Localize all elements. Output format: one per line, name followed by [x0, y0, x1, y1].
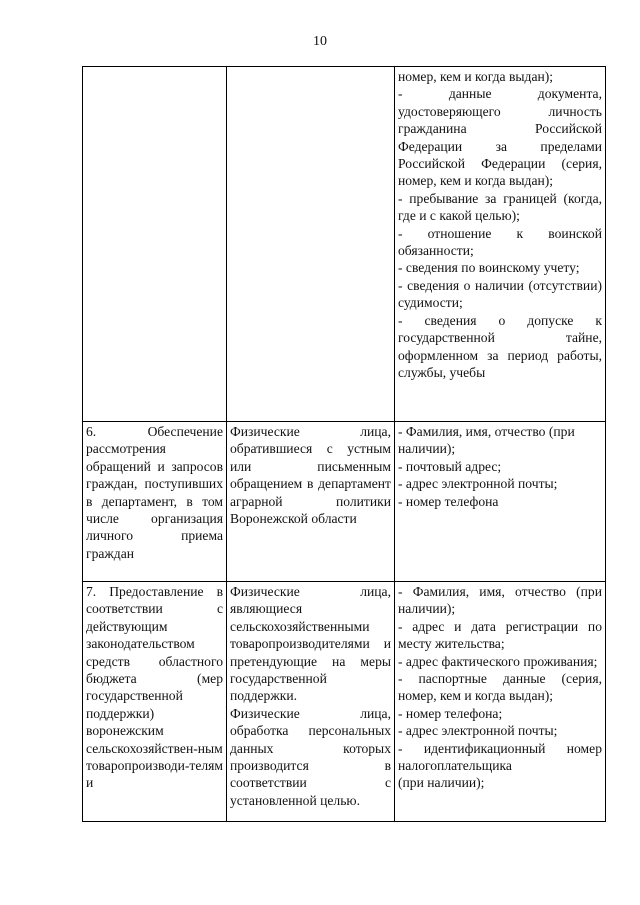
data-subjects-cell: [227, 582, 395, 822]
processing-purpose-cell: [83, 582, 227, 822]
text-line: - адрес и дата регистрации по месту жительства;: [398, 618, 602, 652]
text-line: - сведения по воинскому учету;: [398, 260, 580, 276]
text-line: Физические лица, обработка персональных данных которых производится в соответствии с установленной целью.: [230, 705, 391, 808]
table-row: [83, 67, 606, 422]
text-line: - номер телефона;: [398, 705, 503, 721]
text-line: - адрес электронной почты;: [398, 476, 558, 492]
text-line: номер, кем и когда выдан);: [398, 69, 554, 84]
processing-purpose-cell: [83, 67, 227, 422]
page-number: 10: [313, 34, 327, 49]
text-line: - Фамилия, имя, отчество (при наличии);: [398, 424, 575, 457]
processing-purpose-text: 6. Обеспечение рассмотрения обращений и запросов граждан, поступивших в департамент, в том числе организация личного приема граждан: [86, 424, 223, 561]
text-line: - сведения о допуске к государственной тайне, оформленном за период работы, службы, учебы: [398, 312, 602, 380]
personal-data-cell: [395, 67, 606, 422]
data-subjects-cell: [227, 422, 395, 582]
text-line: - паспортные данные (серия, номер, кем и когда выдан);: [398, 671, 602, 704]
personal-data-list: [398, 68, 602, 381]
personal-data-cell: [395, 422, 606, 582]
personal-data-table: [82, 66, 606, 822]
personal-data-cell: [395, 582, 606, 822]
text-line: - адрес фактического проживания;: [398, 653, 598, 669]
data-subjects-text: [230, 583, 391, 809]
text-line: - отношение к воинской обязанности;: [398, 225, 602, 259]
text-line: - пребывание за границей (когда, где и с какой целью);: [398, 190, 602, 224]
data-subjects-text: Физические лица, обратившиеся с устным или письменным обращением в департамент аграрной политики Воронежской области: [230, 424, 391, 527]
text-line: - почтовый адрес;: [398, 458, 502, 474]
text-line: - Фамилия, имя, отчество (при наличии);: [398, 584, 602, 617]
processing-purpose-text: 7. Предоставление в соответствии с действующим законодательством средств областного бюджета (мер государственной поддержки) воронежским сельскохозяйствен-ным товаропроизводи-телям и: [86, 584, 223, 791]
table-row: [83, 422, 606, 582]
text-line: - номер телефона: [398, 493, 499, 509]
personal-data-list: [398, 583, 602, 792]
data-subjects-cell: [227, 67, 395, 422]
text-line: - идентификационный номер налогоплательщика: [398, 740, 602, 774]
text-line: Физические лица, являющиеся сельскохозяйственными товаропроизводителями и претендующие на меры государственной поддержки.: [230, 584, 391, 704]
text-line: - адрес электронной почты;: [398, 723, 558, 739]
processing-purpose-cell: [83, 422, 227, 582]
table-row: [83, 582, 606, 822]
text-line: (при наличии);: [398, 775, 485, 791]
text-line: - данные документа, удостоверяющего личность гражданина Российской Федерации за пределами Российской Федерации (серия, номер, кем и когда выдан);: [398, 86, 602, 189]
text-line: - сведения о наличии (отсутствии) судимости;: [398, 277, 602, 311]
personal-data-list: [398, 423, 602, 510]
